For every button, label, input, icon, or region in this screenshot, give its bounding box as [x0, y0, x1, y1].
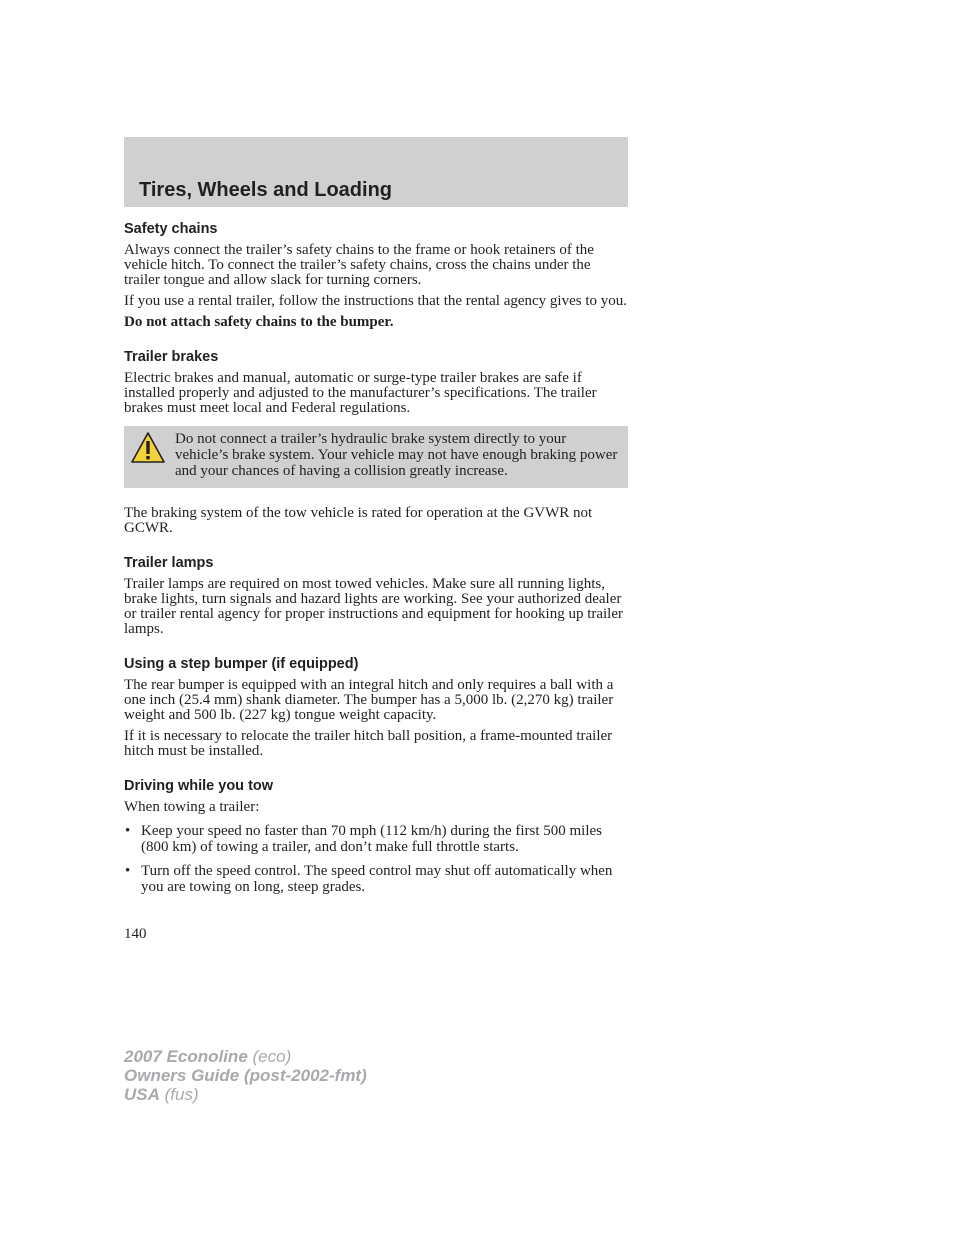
bullet-icon: • [125, 823, 131, 839]
footer-market: USA [124, 1085, 160, 1104]
warning-box [124, 426, 628, 488]
section-driving-tow [124, 777, 628, 895]
page-title: Tires, Wheels and Loading [139, 179, 393, 201]
footer-model-code: (eco) [252, 1047, 292, 1066]
warning-triangle-icon [130, 431, 166, 465]
list-item: • Turn off the speed control. The speed control may shut off automatically when you are towing on long, steep grades. [125, 863, 613, 895]
header-band [124, 137, 628, 207]
footer-market-code: (fus) [164, 1085, 199, 1104]
section-trailer-lamps [124, 554, 628, 637]
document-footer [124, 1047, 367, 1104]
heading-trailer-brakes: Trailer brakes [124, 349, 219, 365]
page-number: 140 [124, 926, 147, 942]
warning-text: Do not connect a trailer’s hydraulic brake system directly to your vehicle’s brake system. Your vehicle may not have enough braking power and your chances of having a collision greatly increase. [175, 431, 618, 479]
footer-guide: Owners Guide (post-2002-fmt) [124, 1066, 367, 1085]
section-step-bumper [124, 655, 628, 759]
paragraph: If you use a rental trailer, follow the instructions that the rental agency gives to you. [124, 293, 627, 309]
bullet-icon: • [125, 863, 131, 879]
bold-notice: Do not attach safety chains to the bumper. [124, 314, 394, 330]
heading-driving-tow: Driving while you tow [124, 778, 274, 794]
section-safety-chains [124, 220, 628, 330]
heading-step-bumper: Using a step bumper (if equipped) [124, 656, 359, 672]
bullet-list [124, 823, 628, 895]
paragraph: The rear bumper is equipped with an integral hitch and only requires a ball with a one inch (25.4 mm) shank diameter. The bumper has a 5,000 lb. (2,270 kg) trailer weight and 500 lb. (227 kg) tongue weight capacity. [124, 677, 614, 723]
heading-trailer-lamps: Trailer lamps [124, 555, 214, 571]
section-trailer-brakes [124, 348, 628, 536]
paragraph: If it is necessary to relocate the trailer hitch ball position, a frame-mounted trailer hitch must be installed. [124, 728, 613, 759]
paragraph: Always connect the trailer’s safety chains to the frame or hook retainers of the vehicle hitch. To connect the trailer’s safety chains, cross the chains under the trailer tongue and allow slack for turning corners. [124, 242, 594, 288]
paragraph: The braking system of the tow vehicle is rated for operation at the GVWR not GCWR. [124, 505, 593, 536]
heading-safety-chains: Safety chains [124, 221, 218, 237]
footer-model: 2007 Econoline [124, 1047, 248, 1066]
list-item: • Keep your speed no faster than 70 mph (112 km/h) during the first 500 miles (800 km) of towing a trailer, and don’t make full throttle starts. [125, 823, 603, 855]
main-content [124, 220, 628, 903]
paragraph: Electric brakes and manual, automatic or surge-type trailer brakes are safe if installed properly and adjusted to the manufacturer’s specifications. The trailer brakes must meet local and Federal regulations. [124, 370, 597, 416]
paragraph: When towing a trailer: [124, 799, 260, 815]
paragraph: Trailer lamps are required on most towed vehicles. Make sure all running lights, brake lights, turn signals and hazard lights are working. See your authorized dealer or trailer rental agency for proper instructions and equipment for hooking up trailer lamps. [124, 576, 623, 637]
